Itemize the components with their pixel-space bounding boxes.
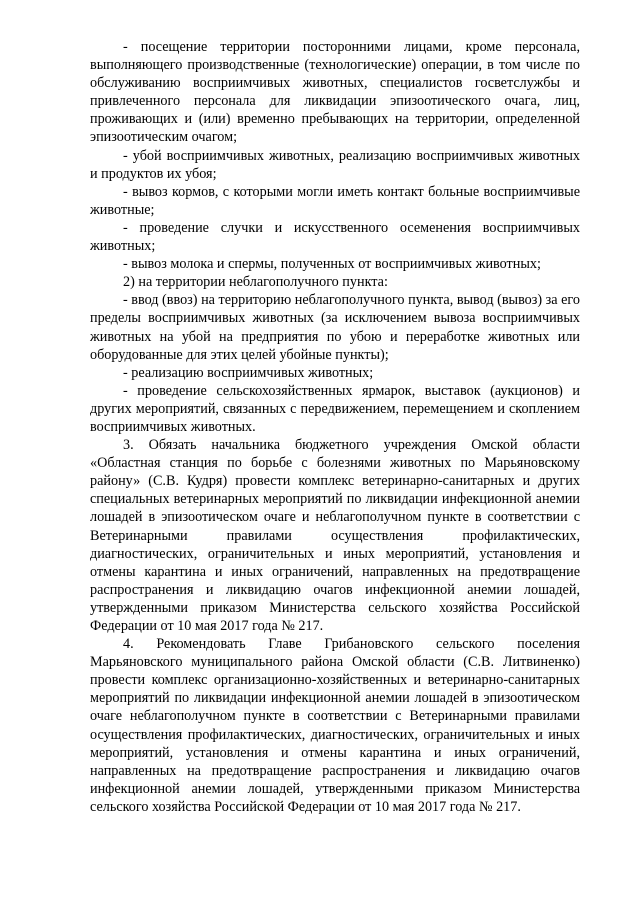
paragraph-restriction-feed-removal: - вывоз кормов, с которыми могли иметь контакт больные восприимчивые животные;	[90, 183, 580, 218]
paragraph-restriction-breeding: - проведение случки и искусственного осеменения восприимчивых животных;	[90, 219, 580, 255]
paragraph-item-3: 3. Обязать начальника бюджетного учреждения Омской области «Областная станция по борьбе с болезнями животных по Марьяновскому району» (С.В. Кудря) провести комплекс ветеринарно-санитарных и других специальных ветеринарных мероприятий по ликвидации инфекционной анемии лошадей в эпизоотическом очаге и неблагополучном пункте в соответствии с Ветеринарными правилами осуществления профилактических, диагностических, ограничительных и иных мероприятий, установления и отмены карантина и иных ограничений, направленных на предотвращение распространения и ликвидацию очагов инфекционной анемии лошадей, утвержденными приказом Министерства сельского хозяйства Российской Федерации от 10 мая 2017 года № 217.	[90, 437, 580, 634]
paragraph-restriction-visitors: - посещение территории посторонними лицами, кроме персонала, выполняющего производственные (технологические) операции, в том числе по обслуживанию восприимчивых животных, специалистов госветслужбы и привлеченного персонала для ликвидации эпизоотического очага, лиц, проживающих и (или) временно пребывающих на территории, определенной эпизоотическим очагом;	[90, 39, 580, 146]
paragraph-restriction-fairs: - проведение сельскохозяйственных ярмарок, выставок (аукционов) и других мероприятий, связанных с передвижением, перемещением и скоплением восприимчивых животных.	[90, 382, 580, 435]
document-body	[90, 38, 580, 816]
paragraph-restriction-slaughter: - убой восприимчивых животных, реализацию восприимчивых животных и продуктов их убоя;	[90, 147, 580, 182]
paragraph-item-4: 4. Рекомендовать Главе Грибановского сельского поселения Марьяновского муниципального района Омской области (С.В. Литвиненко) провести комплекс организационно-хозяйственных и ветеринарно-санитарных мероприятий по ликвидации инфекционной анемии лошадей в эпизоотическом очаге неблагополучном пункте в соответствии с Ветеринарными правилами осуществления профилактических, диагностических, ограничительных и иных мероприятий, установления и отмены карантина и иных ограничений, направленных на предотвращение распространения и ликвидацию очагов инфекционной анемии лошадей, утвержденными приказом Министерства сельского хозяйства Российской Федерации от 10 мая 2017 года № 217.	[90, 636, 580, 815]
paragraph-restriction-milk-removal: - вывоз молока и спермы, полученных от восприимчивых животных;	[123, 256, 541, 273]
paragraph-restriction-animal-movement: - ввод (ввоз) на территорию неблагополучного пункта, вывод (вывоз) за его пределы восприимчивых животных (за исключением вывоза восприимчивых животных на убой на предприятия по убою и переработке животных или оборудованные для этих целей убойные пункты);	[90, 292, 580, 363]
paragraph-section-2-heading: 2) на территории неблагополучного пункта:	[123, 274, 388, 291]
paragraph-restriction-animal-sale: - реализацию восприимчивых животных;	[123, 364, 374, 381]
